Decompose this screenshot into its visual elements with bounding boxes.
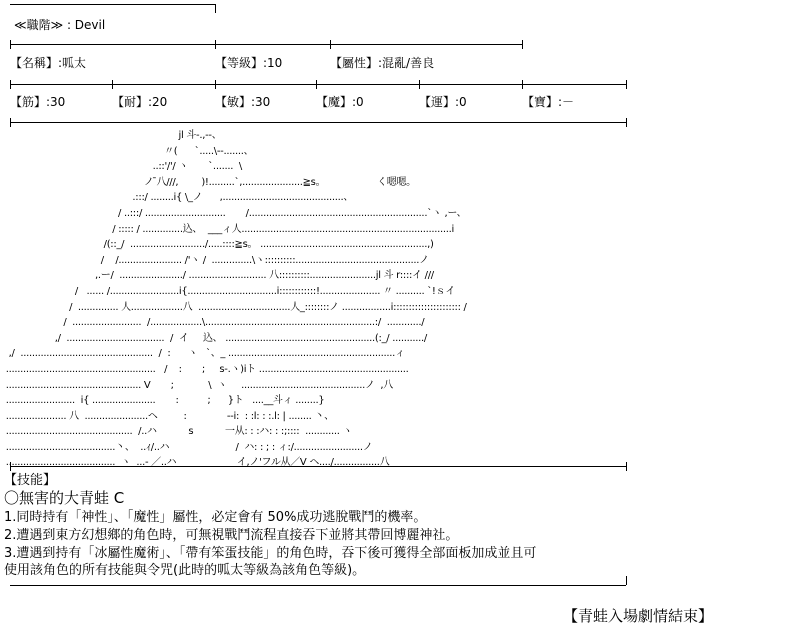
ascii-art-line: ........................ i{ ...................... : ; }ト ....__斗ィ ........} (0, 395, 325, 407)
row2-tick-b (112, 80, 113, 89)
ascii-art-line: ノ ̄八///, )!.........`,.....................≧s。 く嗯嗯。 (0, 176, 416, 188)
row2-tick-c (215, 80, 216, 89)
scene-end-label: 【青蛙入場劇情結束】 (563, 607, 714, 625)
stat-mag: 【魔】:0 (316, 95, 364, 109)
ascii-art-line: ,/ .............................................. / : ヽ `、_ ..........................................................ィ (0, 348, 405, 360)
row1-line (10, 44, 522, 45)
job-class: ≪職階≫ : Devil (14, 18, 106, 32)
skill-line-3: 3.遭遇到持有「冰屬性魔術」、「帶有笨蛋技能」的角色時，吞下後可獲得全部面板加成並且可 (4, 546, 537, 561)
ascii-art-line: ..::'/'/ ヽ `....... \ (0, 161, 242, 173)
ascii-art-line: / ...... /........................i{...............................i::::::::::::!..................... 〃 .......... `!ｓイ (0, 285, 456, 297)
row2-tick-g (626, 80, 627, 89)
row3-tick-a (10, 118, 11, 127)
stat-agi: 【敏】:30 (215, 95, 271, 109)
ascii-art-line: jl 斗-.,--、 (0, 130, 222, 141)
header-tick (215, 4, 216, 13)
ascii-art-line: / ........................ /..................\...........................................................:/ ............/ (0, 317, 425, 329)
ascii-art-line: / ::::: / ..............込、 ___ィ人.........................................................................i (0, 223, 454, 235)
row2-tick-e (419, 80, 420, 89)
row3-line (10, 122, 626, 123)
ascii-art-line: ...................................... ヽ ...‐ ／..ハ イ,ノ'フル从／V ヘ..../................八 (0, 457, 390, 469)
ascii-art-line: ,.ー/ ....................../ ........................... 八::::::::::.......................jl 斗 r::::イ /// (0, 270, 434, 282)
row1-tick-b (215, 40, 216, 49)
skills-top-line (10, 466, 626, 467)
stat-end: 【耐】:20 (112, 95, 168, 109)
ascii-art-line: .:::/ ........i{ \_ノ ,..........................................、 (0, 192, 354, 204)
row1-tick-a (10, 40, 11, 49)
row2-tick-a (10, 80, 11, 89)
skills-bottom-line (10, 585, 626, 586)
stat-name: 【名稱】:呱太 (10, 56, 87, 70)
ascii-art-line: ............................................... V ; \ ヽ ...........................................ノ ,八 (0, 379, 393, 391)
ascii-art-line: ..................... 八 ......................ヘ : --i: : :l: : :.l: | ........ 丶、 (0, 410, 334, 422)
stat-str: 【筋】:30 (10, 95, 66, 109)
skill-line-1: 1.同時持有「神性」、「魔性」屬性，必定會有 50%成功逃脫戰鬥的機率。 (4, 510, 427, 525)
skills-header: 【技能】 (4, 473, 57, 488)
ascii-art-frog (0, 128, 467, 471)
ascii-art-line: ,/ .................................. / イ 込、 ....................................................(:_/ .........../ (0, 332, 427, 344)
stat-np: 【寶】:－ (522, 95, 575, 109)
ascii-art-line: 〃( `.....\--.......、 (0, 145, 254, 157)
skill-line-4: 使用該角色的所有技能與令咒(此時的呱太等級為該角色等級)。 (4, 563, 366, 578)
row2-line (10, 84, 626, 85)
stat-luck: 【運】:0 (419, 95, 467, 109)
skill-title: 〇無害的大青蛙 C (4, 489, 125, 507)
skills-tick-b (626, 462, 627, 471)
ascii-art-line: .................................................... / : ; s-.ヽ)iト .................................................... (0, 363, 409, 375)
row1-tick-d (522, 40, 523, 49)
skill-line-2: 2.遭遇到東方幻想鄉的角色時，可無視戰鬥流程直接吞下並將其帶回博麗神社。 (4, 528, 459, 543)
ascii-art-line: ......................................丶、 ..ｨ/..ハ / ハ: : ; : ィ:/........................ノ (0, 441, 373, 453)
ascii-art-line: /(::_/ ........................../.....::::≧s。 ..........................................................,) (0, 239, 434, 251)
header-top-line (10, 4, 215, 5)
row3-tick-b (626, 118, 627, 127)
row1-tick-c (330, 40, 331, 49)
skills-tick-a (10, 462, 11, 471)
ascii-art-line: ............................................ /..ハ s 一从: : :ハ: : :;:::: ............ ヽ (0, 426, 353, 438)
row2-tick-d (316, 80, 317, 89)
skills-bottom-tick (626, 576, 627, 585)
stat-attribute: 【屬性】:混亂/善良 (330, 56, 435, 70)
stat-level: 【等級】:10 (215, 56, 283, 70)
ascii-art-line: / .............. 人..................八 ................................人_::::::::ノ .................i:::::::::::::::::::::: / (0, 301, 467, 313)
row2-tick-f (522, 80, 523, 89)
ascii-art-line: / ..:::/ ............................ /..............................................................`ヽ ,ー、 (0, 207, 467, 219)
ascii-art-line: / /...................... /'ヽ / ..............\ヽ::::::::::...........................................ノ (0, 254, 429, 266)
